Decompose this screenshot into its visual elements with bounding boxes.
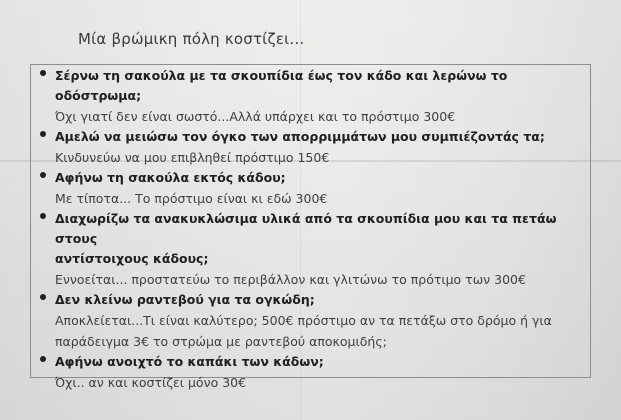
question-text: Αφήνω τη σακούλα εκτός κάδου; (55, 170, 286, 185)
question-text: Σέρνω τη σακούλα με τα σκουπίδια έως τον κάδο και λερώνω το οδόστρωμα; (55, 68, 508, 103)
bullet-icon (40, 70, 46, 76)
list-item (36, 127, 596, 168)
answer-text: Εννοείται... προστατεύω το περιβάλλον και γλιτώνω το πρότιμο των 300€ (55, 272, 526, 287)
answer-text: Με τίποτα... Το πρόστιμο είναι κι εδώ 300€ (55, 191, 328, 206)
bullet-icon (40, 294, 46, 300)
page-title: Μία βρώμικη πόλη κοστίζει... (78, 30, 305, 48)
fines-list (36, 66, 596, 393)
bullet-icon (40, 213, 46, 219)
list-item (36, 66, 596, 127)
list-item (36, 168, 596, 209)
answer-text: Όχι γιατί δεν είναι σωστό...Αλλά υπάρχει και το πρόστιμο 300€ (55, 109, 456, 124)
bullet-icon (40, 131, 46, 137)
question-text-line-2: αντίστοιχους κάδους; (55, 251, 209, 266)
bullet-icon (40, 172, 46, 178)
answer-text: Κινδυνεύω να μου επιβληθεί πρόστιμο 150€ (55, 150, 330, 165)
question-text: Δεν κλείνω ραντεβού για τα ογκώδη; (55, 292, 315, 307)
list-item (36, 290, 596, 352)
question-text-line-1: Διαχωρίζω τα ανακυκλώσιμα υλικά από τα σκουπίδια μου και τα πετάω στους (55, 211, 557, 246)
answer-text: Όχι.. αν και κοστίζει μόνο 30€ (55, 375, 247, 390)
question-text: Αφήνω ανοιχτό το καπάκι των κάδων; (55, 354, 324, 369)
list-item (36, 209, 596, 290)
bullet-icon (40, 356, 46, 362)
answer-text-line-1: Αποκλείεται...Τι είναι καλύτερο; 500€ πρόστιμο αν τα πετάξω στο δρόμο ή για (55, 313, 552, 328)
list-item (36, 352, 596, 393)
answer-text-line-2: παράδειγμα 3€ το στρώμα με ραντεβού αποκομιδής; (55, 334, 387, 349)
question-text: Αμελώ να μειώσω τον όγκο των απορριμμάτων μου συμπιέζοντάς τα; (55, 129, 545, 144)
